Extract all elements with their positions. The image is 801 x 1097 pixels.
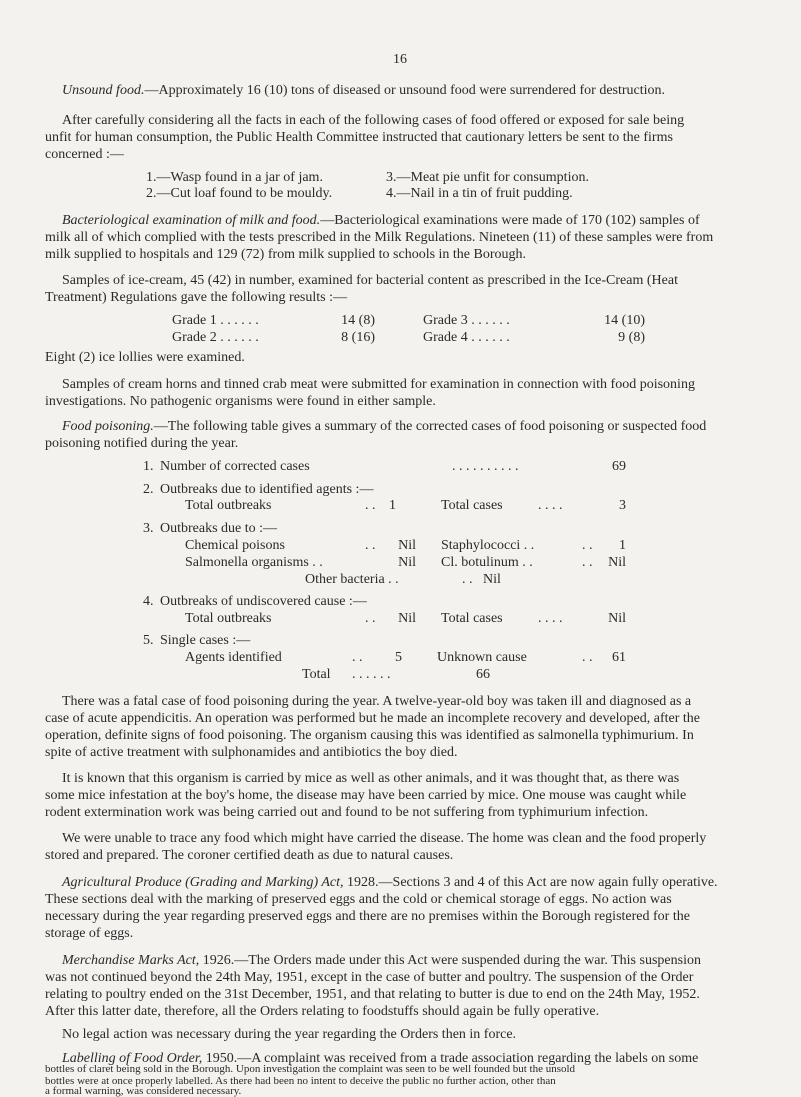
merchandise-line: relating to poultry ended on the 31st December, 1951, and that relating to butter is due to end on the 24th May, 1952.: [45, 987, 700, 1002]
table-value: 3: [619, 498, 626, 513]
agricultural-text: 1928.—Sections 3 and 4 of this Act are now again fully operative.: [343, 875, 718, 890]
cautionary-item: 4.—Nail in a tin of fruit pudding.: [386, 186, 573, 201]
table-leader-dots: . .: [582, 538, 593, 553]
bacteriological-line: milk all of which complied with the tests prescribed in the Milk Regulations. Nineteen (11) of these samples were from: [45, 230, 714, 245]
unsound-food-text: —Approximately 16 (10) tons of diseased or unsound food were surrendered for destruction.: [144, 83, 666, 98]
ice-cream-line: Samples of ice-cream, 45 (42) in number, examined for bacterial content as prescribed in the Ice-Cream (Heat: [62, 273, 678, 288]
cream-horns-line: investigations. No pathogenic organisms were found in either sample.: [45, 394, 436, 409]
labelling-line: bottles were at once properly labelled. As there had been no intent to deceive the public no further action, other than: [45, 1075, 556, 1087]
labelling-text: 1950.—A complaint was received from a trade association regarding the labels on some: [202, 1051, 699, 1066]
table-value: Nil: [483, 572, 501, 587]
table-leader-dots: . . . . . .: [352, 667, 391, 682]
table-leader-dots: . .: [365, 498, 376, 513]
table-leader-dots: . . . .: [538, 611, 563, 626]
bacteriological-paragraph: [62, 212, 700, 229]
table-leader-dots: . .: [352, 650, 363, 665]
ice-lollies-line: Eight (2) ice lollies were examined.: [45, 350, 245, 365]
agricultural-line: necessary during the year regarding preserved eggs and there are no premises within the Borough registered for the: [45, 909, 690, 924]
ice-cream-line: Treatment) Regulations gave the following results :—: [45, 290, 347, 305]
food-poisoning-paragraph: [62, 418, 706, 435]
table-label: Total outbreaks: [185, 611, 272, 626]
unsound-food-paragraph: [62, 82, 665, 99]
table-label: Total outbreaks: [185, 498, 272, 513]
table-leader-dots: . . . . . . . . . .: [452, 459, 519, 474]
labelling-heading: Labelling of Food Order,: [62, 1051, 203, 1066]
bacteriological-heading: Bacteriological examination of milk and food.: [62, 213, 321, 228]
table-leader-dots: . .: [365, 611, 376, 626]
table-row-number: 5.: [143, 633, 154, 648]
legal-action-line: No legal action was necessary during the year regarding the Orders then in force.: [62, 1027, 517, 1042]
food-poisoning-heading: Food poisoning.: [62, 419, 154, 434]
table-label: Other bacteria . .: [305, 572, 399, 587]
mice-line: It is known that this organism is carried by mice as well as other animals, and it was thought that, as there was: [62, 771, 680, 786]
table-label: Cl. botulinum . .: [441, 555, 533, 570]
table-value: 66: [476, 667, 490, 682]
mice-line: rodent extermination work was being carried out and found to be not suffering from typhimurium infection.: [45, 805, 649, 820]
table-value: 5: [395, 650, 402, 665]
table-value: Nil: [398, 611, 416, 626]
labelling-line: a formal warning, was considered necessary.: [45, 1085, 242, 1097]
grade-value: 14 (10): [604, 313, 645, 328]
table-value: 61: [612, 650, 626, 665]
table-leader-dots: . .: [462, 572, 473, 587]
trace-line: stored and prepared. The coroner certified death as due to natural causes.: [45, 848, 454, 863]
table-label: Chemical poisons: [185, 538, 285, 553]
table-leader-dots: . .: [582, 650, 593, 665]
food-poisoning-line: —The following table gives a summary of the corrected cases of food poisoning or suspected food: [153, 419, 707, 434]
table-leader-dots: . .: [582, 555, 593, 570]
page-number: 16: [393, 52, 407, 67]
grade-label: Grade 3 . . . . . .: [423, 313, 510, 328]
trace-line: We were unable to trace any food which might have carried the disease. The home was clean and the food properly: [62, 831, 707, 846]
table-value: Nil: [398, 538, 416, 553]
agricultural-line: storage of eggs.: [45, 926, 134, 941]
grade-value: 8 (16): [341, 330, 375, 345]
table-label: Salmonella organisms . .: [185, 555, 323, 570]
table-label: Total cases: [441, 498, 503, 513]
merchandise-text: 1926.—The Orders made under this Act were suspended during the war. This suspension: [199, 953, 701, 968]
fatal-case-line: spite of active treatment with sulphonamides and antibiotics the boy died.: [45, 745, 458, 760]
table-label: Number of corrected cases: [160, 459, 310, 474]
bacteriological-line: —Bacteriological examinations were made of 170 (102) samples of: [320, 213, 700, 228]
table-value: 1: [619, 538, 626, 553]
cautionary-item: 1.—Wasp found in a jar of jam.: [146, 170, 323, 185]
grade-value: 14 (8): [341, 313, 375, 328]
bacteriological-line: milk supplied to hospitals and 129 (72) from milk supplied to schools in the Borough.: [45, 247, 527, 262]
cautionary-item: 3.—Meat pie unfit for consumption.: [386, 170, 589, 185]
fatal-case-line: case of acute appendicitis. An operation was performed but he made an incomplete recovery and developed, after the: [45, 711, 701, 726]
table-value: 1: [389, 498, 396, 513]
grade-label: Grade 2 . . . . . .: [172, 330, 259, 345]
table-row-number: 3.: [143, 521, 154, 536]
grade-label: Grade 1 . . . . . .: [172, 313, 259, 328]
table-label: Unknown cause: [437, 650, 527, 665]
table-row-number: 1.: [143, 459, 154, 474]
table-label: Staphylococci . .: [441, 538, 535, 553]
table-label: Agents identified: [185, 650, 282, 665]
merchandise-heading: Merchandise Marks Act,: [62, 953, 200, 968]
fatal-case-line: There was a fatal case of food poisoning during the year. A twelve-year-old boy was taken ill and diagnosed as a: [62, 694, 692, 709]
table-value: 69: [612, 459, 626, 474]
table-label: Outbreaks due to :—: [160, 521, 278, 536]
mice-line: some mice infestation at the boy's home, the disease may have been carried by mice. One mouse was caught while: [45, 788, 687, 803]
unsound-food-heading: Unsound food.: [62, 83, 145, 98]
grade-value: 9 (8): [618, 330, 645, 345]
merchandise-line: was not continued beyond the 24th May, 1951, except in the case of butter and poultry. The suspension of the Order: [45, 970, 694, 985]
cautionary-line: concerned :—: [45, 147, 124, 162]
grade-label: Grade 4 . . . . . .: [423, 330, 510, 345]
labelling-line: bottles of claret being sold in the Borough. Upon investigation the complaint was seen to be well founded but the unsold: [45, 1063, 576, 1075]
fatal-case-line: operation, definite signs of food poisoning. The organism causing this was identified as salmonella typhimurium. In: [45, 728, 694, 743]
table-row-number: 2.: [143, 482, 154, 497]
cautionary-line: unfit for human consumption, the Public Health Committee instructed that cautionary letters be sent to the firms: [45, 130, 673, 145]
table-label: Total: [302, 667, 331, 682]
table-leader-dots: . .: [365, 538, 376, 553]
agricultural-line: These sections deal with the marking of preserved eggs and the cold or chemical storage of eggs. No action was: [45, 892, 672, 907]
agricultural-heading: Agricultural Produce (Grading and Marking) Act,: [62, 875, 344, 890]
table-label: Outbreaks due to identified agents :—: [160, 482, 374, 497]
table-row-number: 4.: [143, 594, 154, 609]
merchandise-paragraph: [62, 952, 701, 969]
cautionary-line: After carefully considering all the facts in each of the following cases of food offered or exposed for sale being: [62, 113, 685, 128]
food-poisoning-line: poisoning notified during the year.: [45, 436, 239, 451]
merchandise-line: After this latter date, therefore, all the Orders relating to foodstuffs should again be fully operative.: [45, 1004, 600, 1019]
table-value: Nil: [608, 555, 626, 570]
table-label: Outbreaks of undiscovered cause :—: [160, 594, 367, 609]
table-label: Total cases: [441, 611, 503, 626]
cautionary-item: 2.—Cut loaf found to be mouldy.: [146, 186, 333, 201]
agricultural-paragraph: [62, 874, 718, 891]
cream-horns-line: Samples of cream horns and tinned crab meat were submitted for examination in connection with food poisoning: [62, 377, 695, 392]
table-leader-dots: . . . .: [538, 498, 563, 513]
table-value: Nil: [398, 555, 416, 570]
table-value: Nil: [608, 611, 626, 626]
table-label: Single cases :—: [160, 633, 251, 648]
